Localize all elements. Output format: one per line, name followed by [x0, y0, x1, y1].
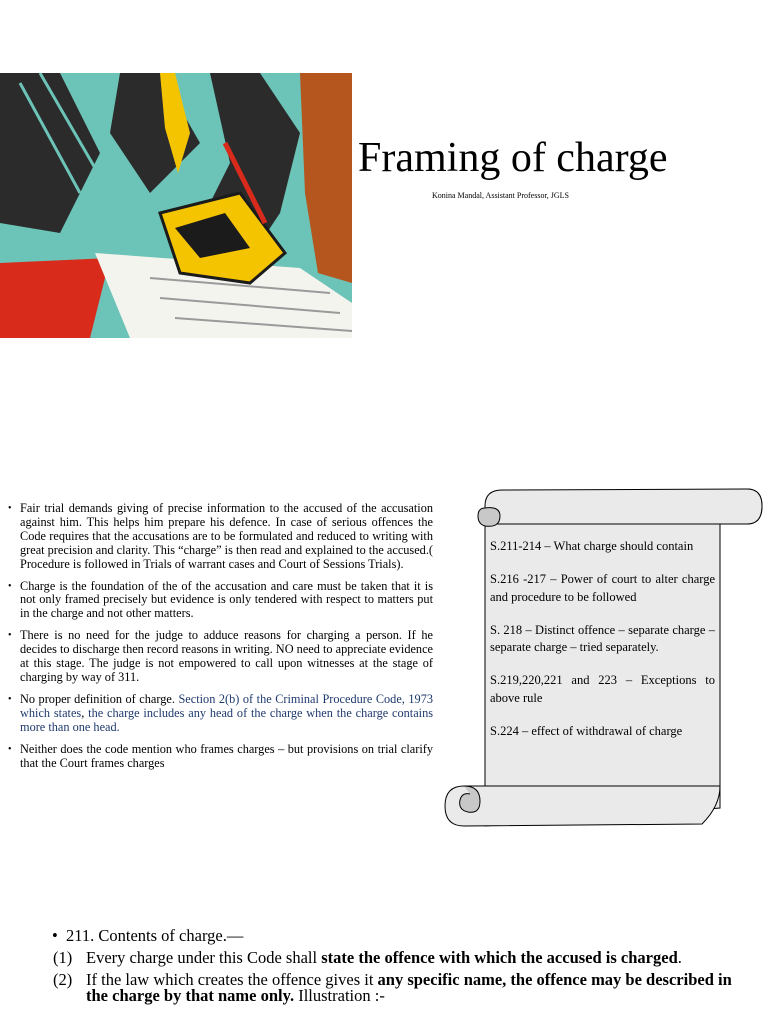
scroll-item: S.219,220,221 and 223 – Exceptions to above rule	[490, 673, 715, 705]
section-211-content	[50, 928, 740, 1004]
scroll-section-list	[490, 538, 715, 756]
clause-2: (2) If the law which creates the offence gives it any specific name, the offence may be described in the charge by that name only. Illustration :-	[53, 970, 732, 1005]
slide-title: Framing of charge	[358, 135, 668, 181]
bullet-item: • No proper definition of charge. Section 2(b) of the Criminal Procedure Code, 1973 which states, the charge includes any head of the charge when the charge contains more than one head.	[8, 693, 433, 735]
slide-subtitle: Konina Mandal, Assistant Professor, JGLS	[432, 191, 570, 200]
writing-hand-illustration	[0, 73, 352, 338]
section-heading: • 211. Contents of charge.—	[50, 928, 740, 944]
scroll-item: S. 218 – Distinct offence – separate charge – separate charge – tried separately.	[490, 622, 715, 655]
scroll-item: S.224 – effect of withdrawal of charge	[490, 724, 683, 739]
bullet-list	[8, 502, 433, 778]
bullet-item: • There is no need for the judge to adduce reasons for charging a person. If he decides to discharge then record reasons in writing. NO need to appreciate evidence at this stage. The judge is not empowered to call upon witnesses at the stage of charging by way of 311.	[8, 629, 433, 685]
bullet-item: • Charge is the foundation of the of the accusation and care must be taken that it is not only framed precisely but evidence is only tendered with respect to matters put in the charge and not other matters.	[8, 580, 433, 622]
scroll-item: S.216 -217 – Power of court to alter charge and procedure to be followed	[490, 572, 715, 604]
scroll-item: S.211-214 – What charge should contain	[490, 539, 694, 553]
bullet-item: • Fair trial demands giving of precise information to the accused of the accusation against him. This helps him prepare his defence. In case of serious offences the Code requires that the accusations are to be formulated and reduced to writing with great precision and clarity. This “charge” is then read and explained to the accused.( Procedure is followed in Trials of warrant cases and Court of Sessions Trials).	[8, 502, 433, 572]
clause-1: (1) Every charge under this Code shall state the offence with which the accused is charged.	[53, 948, 682, 967]
bullet-item: • Neither does the code mention who frames charges – but provisions on trial clarify that the Court frames charges	[8, 743, 433, 771]
